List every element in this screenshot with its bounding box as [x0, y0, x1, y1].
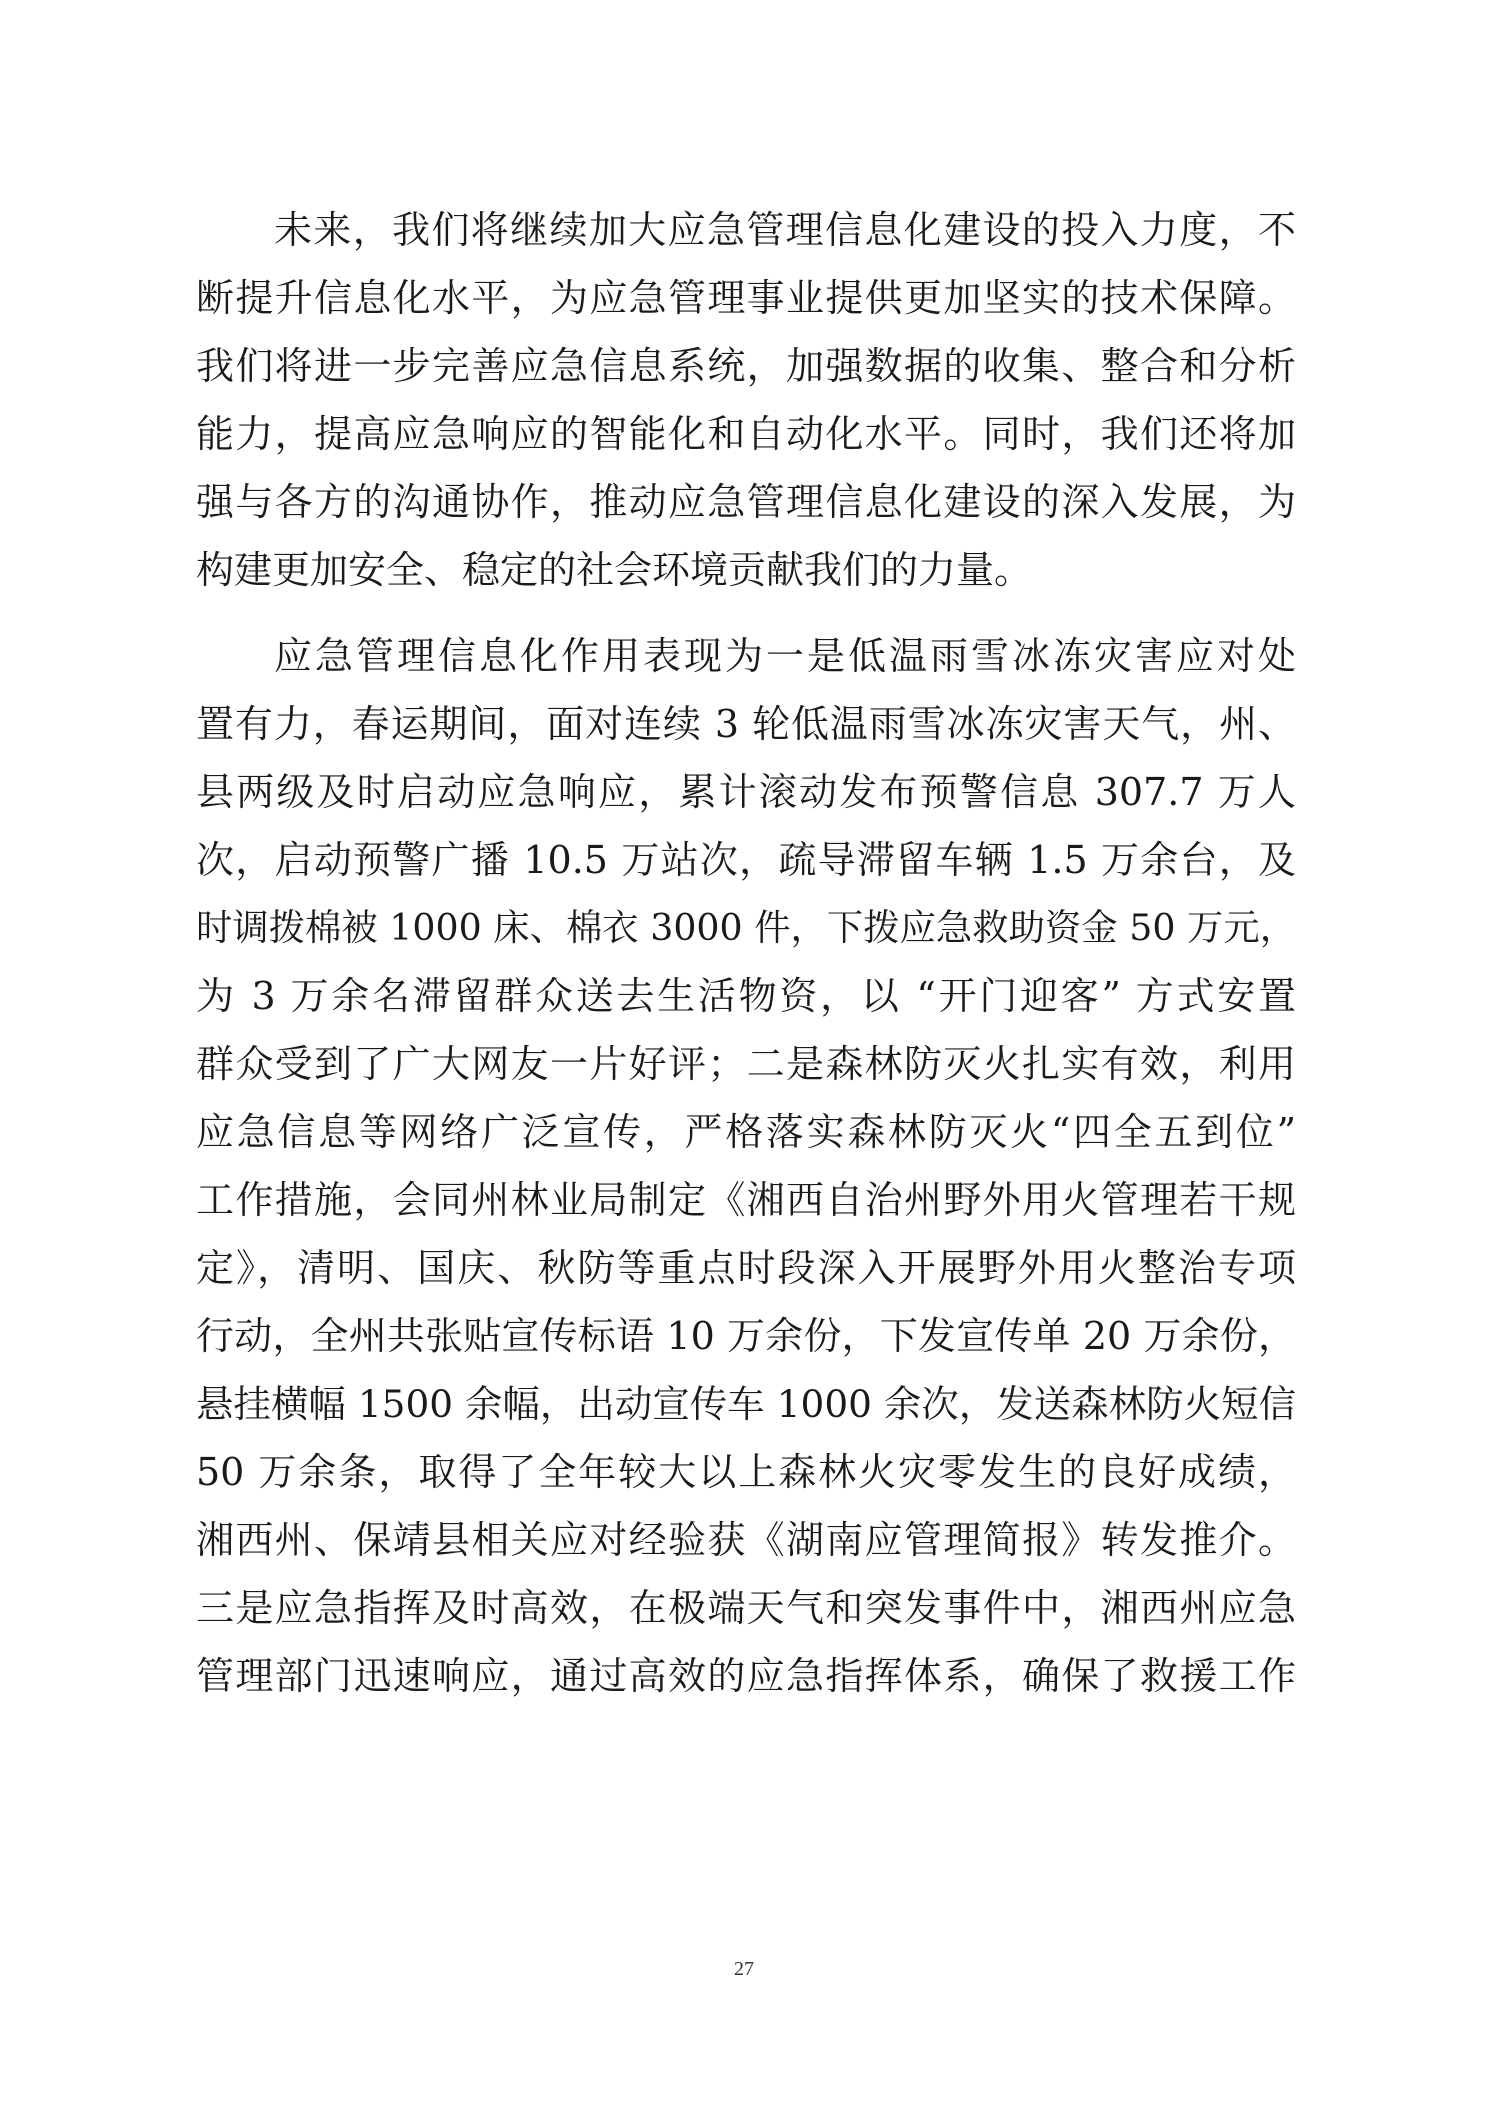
paragraph-2-line-15: 三是应急指挥及时高效，在极端天气和突发事件中，湘西州应急 — [196, 1586, 1296, 1630]
paragraph-2-line-14: 湘西州、保靖县相关应对经验获《湖南应管理简报》转发推介。 — [196, 1518, 1296, 1562]
paragraph-1-line-1: 未来，我们将继续加大应急管理信息化建设的投入力度，不 — [274, 208, 1296, 252]
paragraph-2-line-3: 县两级及时启动应急响应，累计滚动发布预警信息 307.7 万人 — [196, 770, 1296, 814]
paragraph-2-line-2: 置有力，春运期间，面对连续 3 轮低温雨雪冰冻灾害天气，州、 — [196, 702, 1296, 746]
paragraph-2-line-4: 次，启动预警广播 10.5 万站次，疏导滞留车辆 1.5 万余台，及 — [196, 838, 1296, 882]
paragraph-2-line-13: 50 万余条，取得了全年较大以上森林火灾零发生的良好成绩， — [196, 1450, 1296, 1494]
paragraph-1-line-4: 能力，提高应急响应的智能化和自动化水平。同时，我们还将加 — [196, 412, 1296, 456]
paragraph-1-line-2: 断提升信息化水平，为应急管理事业提供更加坚实的技术保障。 — [196, 276, 1296, 320]
paragraph-2-line-9: 工作措施，会同州林业局制定《湘西自治州野外用火管理若干规 — [196, 1178, 1296, 1222]
page-number: 27 — [734, 1958, 754, 1980]
paragraph-1-line-5: 强与各方的沟通协作，推动应急管理信息化建设的深入发展，为 — [196, 480, 1296, 524]
paragraph-1-line-6: 构建更加安全、稳定的社会环境贡献我们的力量。 — [196, 548, 1033, 592]
paragraph-2-line-6: 为 3 万余名滞留群众送去生活物资，以 “开门迎客” 方式安置 — [196, 974, 1296, 1018]
paragraph-2-line-8: 应急信息等网络广泛宣传，严格落实森林防灭火“四全五到位” — [196, 1110, 1296, 1154]
paragraph-2-line-16: 管理部门迅速响应，通过高效的应急指挥体系，确保了救援工作 — [196, 1654, 1296, 1698]
paragraph-2-line-7: 群众受到了广大网友一片好评；二是森林防灭火扎实有效，利用 — [196, 1042, 1296, 1086]
paragraph-2-line-12: 悬挂横幅 1500 余幅，出动宣传车 1000 余次，发送森林防火短信 — [196, 1382, 1296, 1426]
paragraph-2-line-5: 时调拨棉被 1000 床、棉衣 3000 件，下拨应急救助资金 50 万元， — [196, 906, 1296, 949]
paragraph-1-line-3: 我们将进一步完善应急信息系统，加强数据的收集、整合和分析 — [196, 344, 1296, 388]
paragraph-2-line-10: 定》，清明、国庆、秋防等重点时段深入开展野外用火整治专项 — [196, 1246, 1296, 1290]
paragraph-2-line-1: 应急管理信息化作用表现为一是低温雨雪冰冻灾害应对处 — [274, 634, 1296, 678]
paragraph-2-line-11: 行动，全州共张贴宣传标语 10 万余份，下发宣传单 20 万余份， — [196, 1314, 1296, 1358]
